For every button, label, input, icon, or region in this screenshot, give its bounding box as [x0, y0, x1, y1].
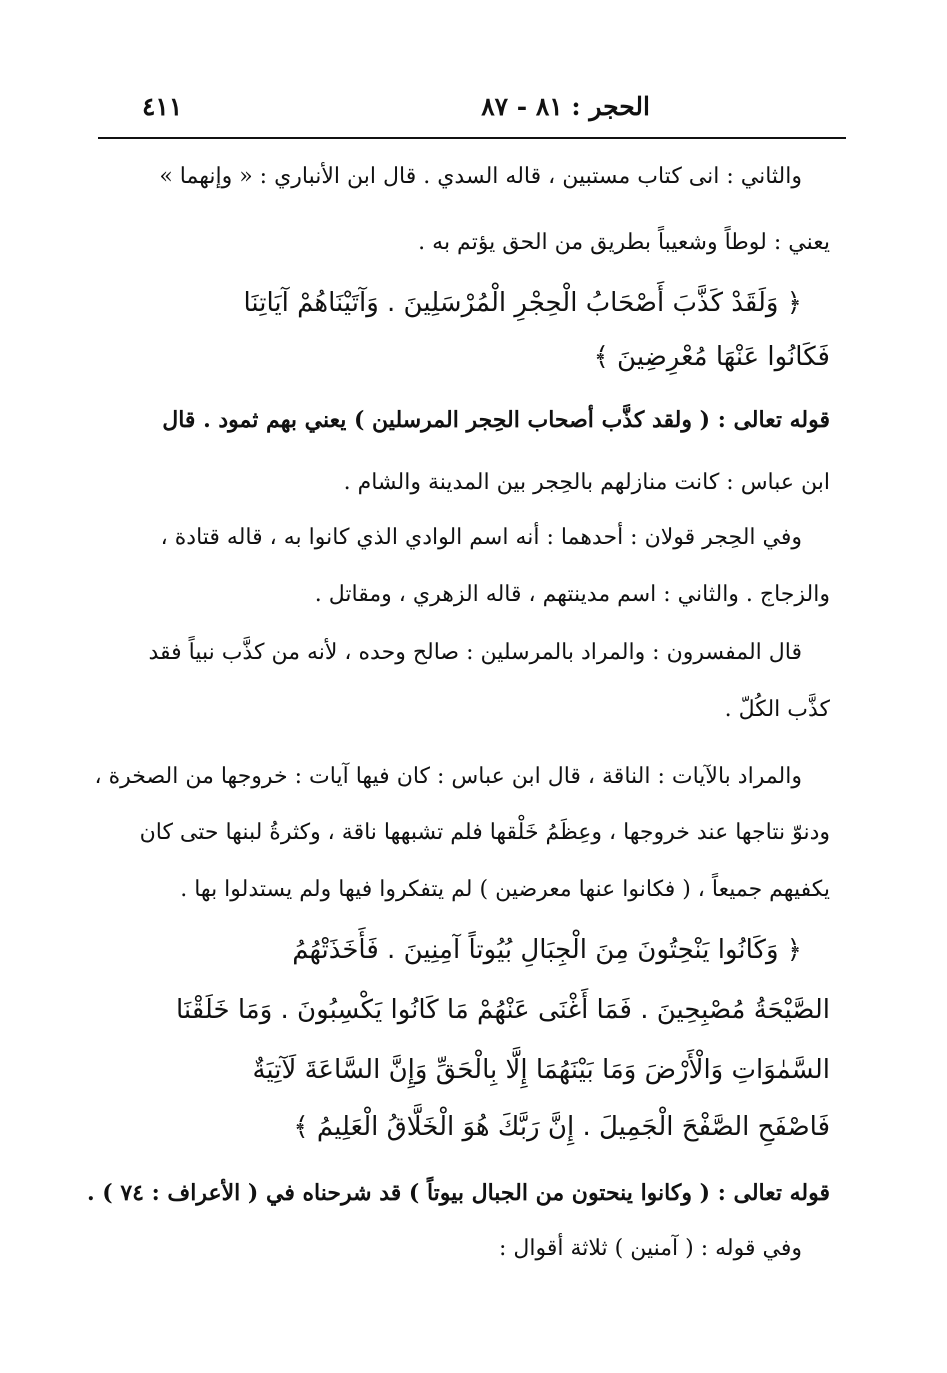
- text-line: والزجاج . والثاني : اسم مدينتهم ، قاله الزهري ، ومقاتل .: [314, 582, 830, 607]
- verse-line: السَّمٰوَاتِ وَالْأَرْضَ وَمَا بَيْنَهُمَا إِلَّا بِالْحَقِّ وَإِنَّ السَّاعَةَ لَآتِيَةٌ: [252, 1055, 830, 1085]
- verse-line: فَاصْفَحِ الصَّفْحَ الْجَمِيلَ . إِنَّ رَبَّكَ هُوَ الْخَلَّاقُ الْعَلِيمُ ﴾: [293, 1112, 830, 1142]
- text-line: والمراد بالآيات : الناقة ، قال ابن عباس : كان فيها آيات : خروجها من الصخرة ،: [94, 764, 802, 789]
- text-line: ابن عباس : كانت منازلهم بالحِجر بين المدينة والشام .: [343, 470, 830, 495]
- text-line: قوله تعالى : ( ولقد كذَّب أصحاب الحِجر المرسلين ) يعني بهم ثمود . قال: [162, 407, 830, 433]
- page-number: ٤١١: [142, 92, 183, 121]
- header-rule: [98, 137, 846, 139]
- text-line: وفي الحِجر قولان : أحدهما : أنه اسم الوادي الذي كانوا به ، قاله قتادة ،: [160, 525, 802, 550]
- verse-line: فَكَانُوا عَنْهَا مُعْرِضِينَ ﴾: [593, 342, 830, 372]
- text-line: يعني : لوطاً وشعيباً بطريق من الحق يؤتم به .: [418, 230, 830, 255]
- verse-line: الصَّيْحَةُ مُصْبِحِينَ . فَمَا أَغْنَى عَنْهُمْ مَا كَانُوا يَكْسِبُونَ . وَمَا خَلَقْنَا: [175, 995, 830, 1025]
- text-line: وفي قوله : ( آمنين ) ثلاثة أقوال :: [499, 1236, 802, 1261]
- text-line: ودنوّ نتاجها عند خروجها ، وعِظَمُ خَلْقها فلم تشبهها ناقة ، وكثرةُ لبنها حتى كان: [139, 820, 830, 845]
- running-title: الحجر : ٨١ - ٨٧: [481, 92, 650, 121]
- verse-line: ﴿ وَلَقَدْ كَذَّبَ أَصْحَابُ الْحِجْرِ الْمُرْسَلِينَ . وَآتَيْنَاهُمْ آيَاتِنَا: [243, 288, 802, 318]
- text-line: كذَّب الكُلّ .: [724, 697, 830, 722]
- verse-line: ﴿ وَكَانُوا يَنْحِتُونَ مِنَ الْجِبَالِ بُيُوتاً آمِنِينَ . فَأَخَذَتْهُمُ: [292, 935, 802, 965]
- text-line: قال المفسرون : والمراد بالمرسلين : صالح وحده ، لأنه من كذَّب نبياً فقد: [148, 640, 802, 665]
- text-line: قوله تعالى : ( وكانوا ينحتون من الجبال بيوتاً ) قد شرحناه في ( الأعراف : ٧٤ ) .: [86, 1180, 830, 1206]
- text-line: يكفيهم جميعاً ، ( فكانوا عنها معرضين ) لم يتفكروا فيها ولم يستدلوا بها .: [180, 877, 830, 902]
- page-header: [100, 88, 845, 132]
- text-line: والثاني : انى كتاب مستبين ، قاله السدي . قال ابن الأنباري : « وإنهما »: [159, 164, 802, 189]
